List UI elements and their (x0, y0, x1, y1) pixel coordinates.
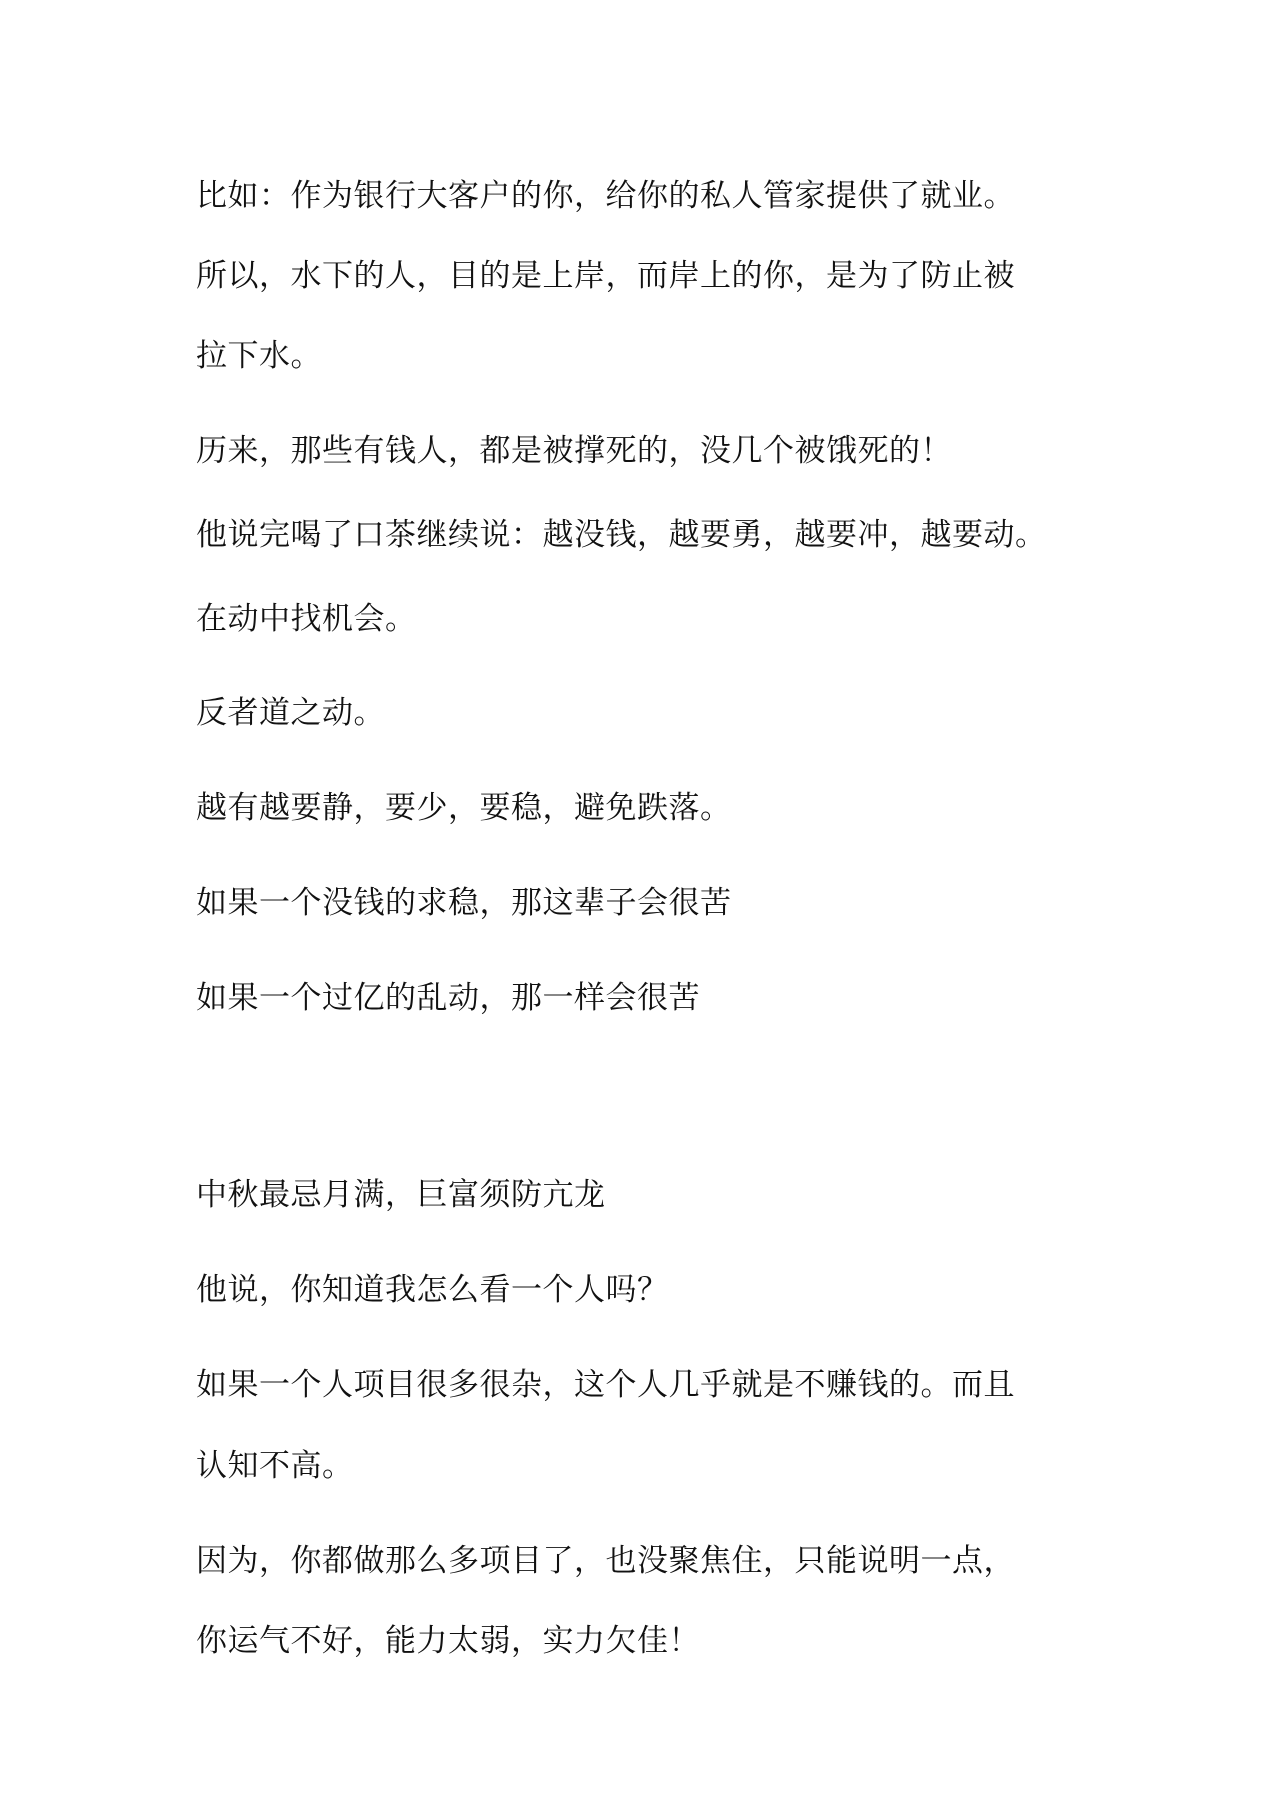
text-line: 历来，那些有钱人，都是被撑死的，没几个被饿死的！ (196, 433, 952, 469)
text-line: 他说完喝了口茶继续说：越没钱，越要勇，越要冲，越要动。 (196, 517, 1047, 553)
text-line: 你运气不好，能力太弱，实力欠佳！ (196, 1623, 700, 1659)
text-line: 在动中找机会。 (196, 601, 417, 637)
text-line: 如果一个人项目很多很杂，这个人几乎就是不赚钱的。而且 (196, 1367, 1015, 1403)
text-line: 他说，你知道我怎么看一个人吗？ (196, 1272, 669, 1308)
text-line: 拉下水。 (196, 338, 322, 374)
text-line: 中秋最忌月满，巨富须防亢龙 (196, 1177, 606, 1213)
text-line: 所以，水下的人，目的是上岸，而岸上的你，是为了防止被 (196, 258, 1015, 294)
text-line: 如果一个过亿的乱动，那一样会很苦 (196, 980, 700, 1016)
text-line: 反者道之动。 (196, 695, 385, 731)
text-line: 如果一个没钱的求稳，那这辈子会很苦 (196, 885, 732, 921)
text-line: 认知不高。 (196, 1448, 354, 1484)
text-line: 因为，你都做那么多项目了，也没聚焦住，只能说明一点， (196, 1543, 1015, 1579)
text-line: 越有越要静，要少，要稳，避免跌落。 (196, 790, 732, 826)
text-line: 比如：作为银行大客户的你，给你的私人管家提供了就业。 (196, 178, 1015, 214)
